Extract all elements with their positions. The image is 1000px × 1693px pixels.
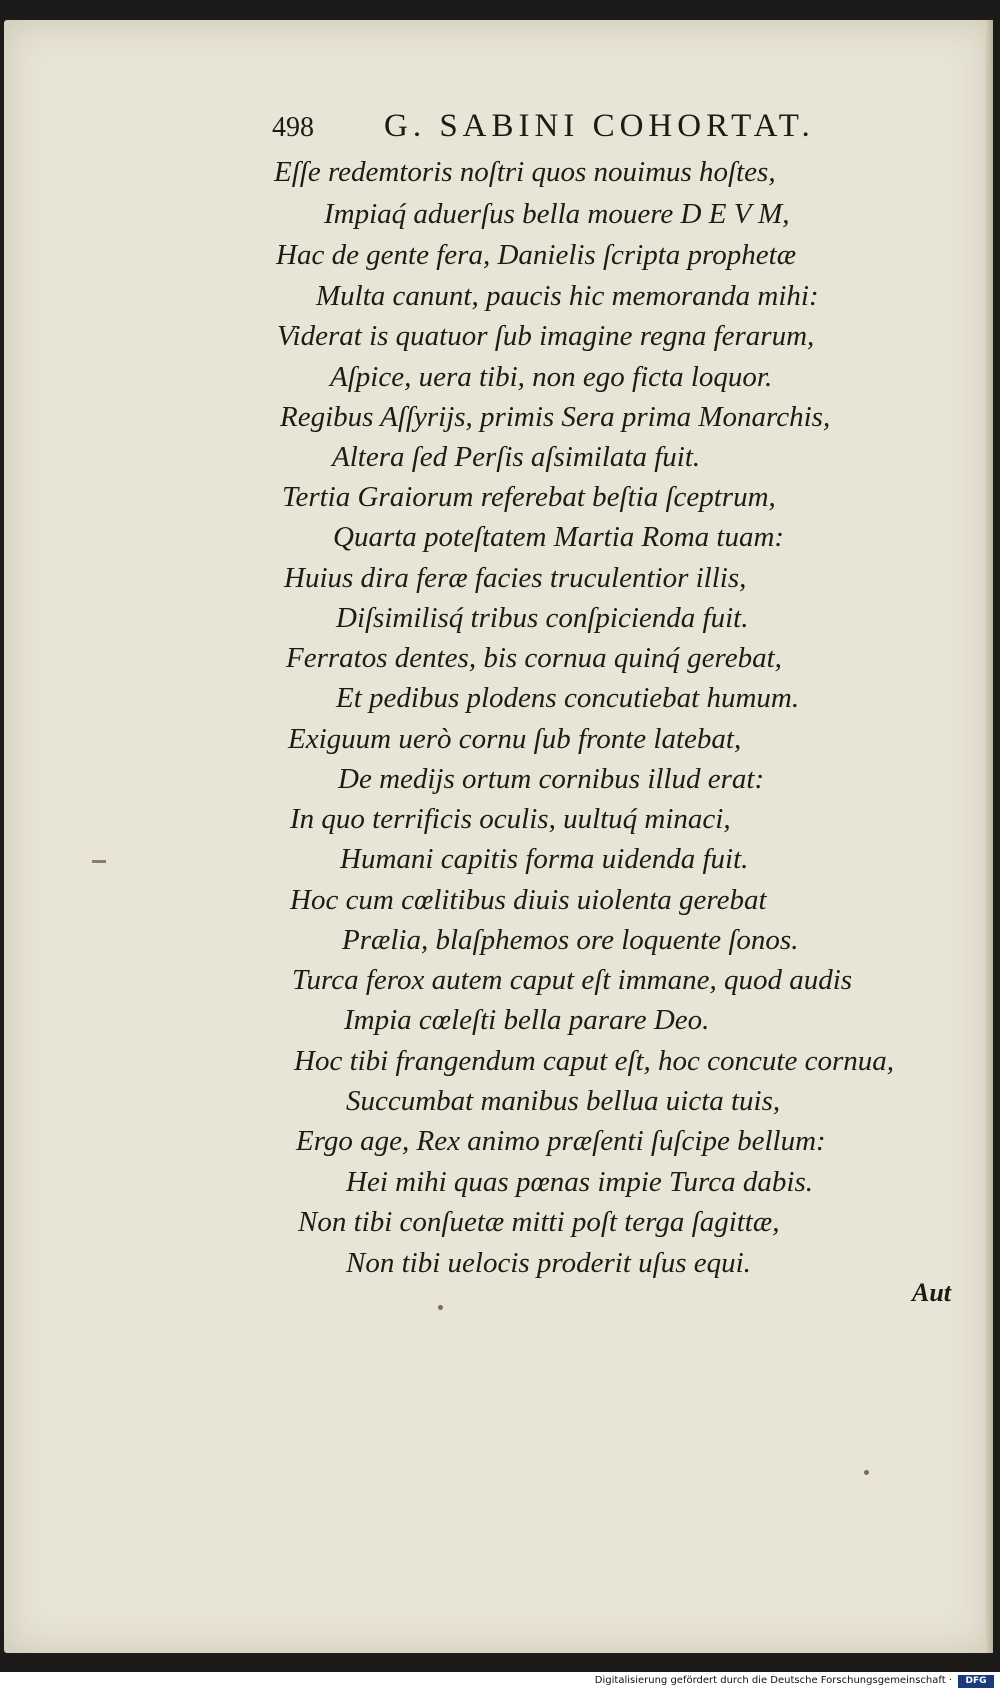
dfg-logo: DFG <box>958 1675 994 1688</box>
verse-line: Humani capitis forma uidenda fuit. <box>340 843 749 875</box>
verse-line: Non tibi uelocis proderit uſus equi. <box>346 1247 751 1279</box>
catchword: Aut <box>912 1278 952 1307</box>
digitization-credit: Digitalisierung gefördert durch die Deutsche Forschungsgemeinschaft · <box>594 1675 952 1686</box>
verse-line: Altera ſed Perſis aſsimilata fuit. <box>332 441 701 473</box>
verse-line: Turca ferox autem caput eſt immane, quod audis <box>292 964 853 996</box>
verse-line: Multa canunt, paucis hic memoranda mihi: <box>316 280 819 312</box>
verse-line: Hac de gente fera, Danielis ſcripta prophetæ <box>276 239 797 271</box>
verse-line: Eſſe redemtoris noſtri quos nouimus hoſtes, <box>274 156 776 188</box>
running-title: G. SABINI COHORTAT. <box>384 108 815 144</box>
verse-line: Impia cœleſti bella parare Deo. <box>344 1004 710 1036</box>
verse-line: Quarta poteſtatem Martia Roma tuam: <box>333 521 785 553</box>
verse-line: In quo terrificis oculis, uultuq́ minaci, <box>290 803 731 835</box>
verse-line: Diſsimilisq́ tribus conſpicienda fuit. <box>336 602 749 634</box>
verse-line: Et pedibus plodens concutiebat humum. <box>336 682 800 714</box>
verse-line: Hoc tibi frangendum caput eſt, hoc concute cornua, <box>294 1045 895 1077</box>
verse-line: Succumbat manibus bellua uicta tuis, <box>346 1085 781 1117</box>
page-number: 498 <box>272 112 314 143</box>
verse-line: Viderat is quatuor ſub imagine regna ferarum, <box>277 320 815 352</box>
ink-spot <box>864 1470 869 1475</box>
ink-spot <box>438 1305 443 1310</box>
verse-line: Hei mihi quas pœnas impie Turca dabis. <box>346 1166 813 1198</box>
verse-line: Hoc cum cœlitibus diuis uiolenta gerebat <box>290 884 767 916</box>
verse-line: Tertia Graiorum referebat beſtia ſceptrum, <box>282 481 776 513</box>
verse-line: Ferratos dentes, bis cornua quinq́ gerebat, <box>286 642 782 674</box>
verse-line: Ergo age, Rex animo præſenti ſuſcipe bellum: <box>296 1125 826 1157</box>
verse-line: Impiaq́ aduerſus bella mouere D E V M, <box>324 198 790 230</box>
verse-line: Huius dira feræ facies truculentior illis, <box>284 562 747 594</box>
verse-line: De medijs ortum cornibus illud erat: <box>338 763 765 795</box>
verse-line: Prælia, blaſphemos ore loquente ſonos. <box>342 924 799 956</box>
verse-line: Aſpice, uera tibi, non ego ficta loquor. <box>330 361 773 393</box>
verse-line: Exiguum uerò cornu ſub fronte latebat, <box>288 723 742 755</box>
verse-line: Regibus Aſſyrijs, primis Sera prima Monarchis, <box>280 401 831 433</box>
verse-line: Non tibi conſuetæ mitti poſt terga ſagittæ, <box>298 1206 780 1238</box>
